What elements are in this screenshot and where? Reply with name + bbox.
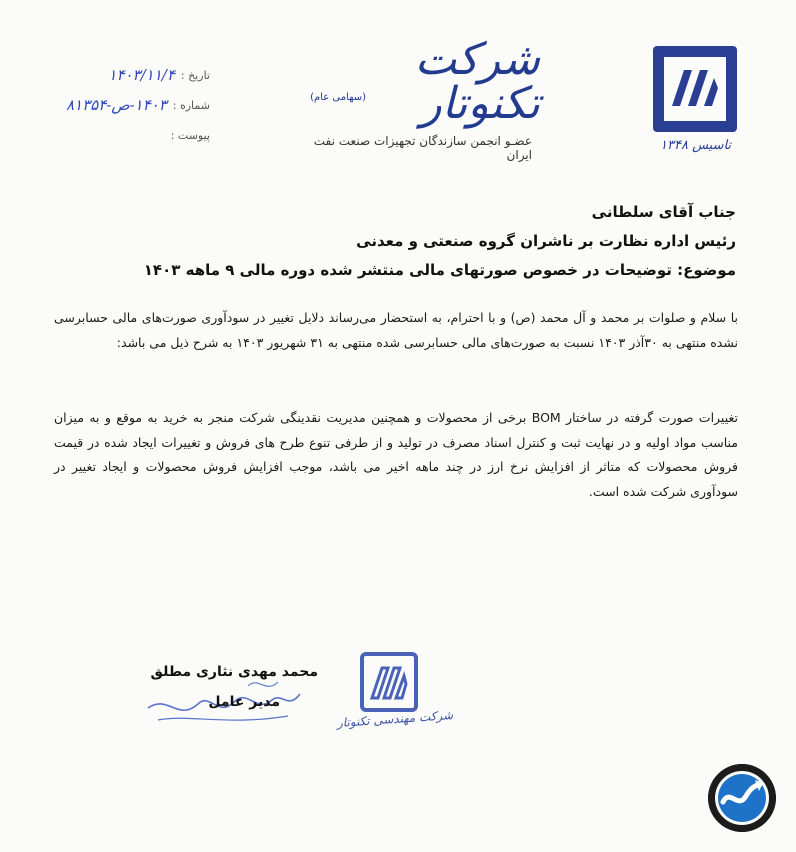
addressee-position: رئیس اداره نظارت بر ناشران گروه صنعتی و معدنی bbox=[356, 232, 736, 250]
addressee-block bbox=[56, 198, 736, 285]
date-value: ۱۴۰۳/۱۱/۴ bbox=[108, 66, 175, 84]
company-name: شرکت تکنوتار bbox=[414, 34, 540, 129]
corner-badge-icon bbox=[708, 764, 776, 832]
body-paragraph-1 bbox=[54, 306, 738, 355]
company-type: (سهامی عام) bbox=[310, 92, 366, 103]
number-label: شماره : bbox=[172, 98, 210, 112]
membership-line: عضـو انجمن سازندگان تجهیزات صنعت نفت ایران bbox=[313, 134, 532, 162]
company-logo-icon bbox=[650, 44, 740, 144]
number-row bbox=[60, 90, 210, 120]
stamp-text: شرکت مهندسی تکنوتار bbox=[336, 707, 454, 731]
paragraph-text: با سلام و صلوات بر محمد و آل محمد (ص) و با احترام، به استحضار می‌رساند دلایل تغییر در سودآوری صورت‌های مالی حسابرسی نشده منتهی به ۳۰آذر ۱۴۰۳ نسبت به صورت‌های مالی حسابرسی شده منتهی به ۳۱ شهریور ۱۴۰۳ به شرح ذیل می باشد: bbox=[54, 310, 738, 350]
date-label: تاریخ : bbox=[180, 68, 210, 82]
number-value: ۱۴۰۳-ص-۸۱۳۵۴ bbox=[65, 96, 167, 114]
signatory-title: مدیر عامل bbox=[208, 694, 280, 710]
attachment-row bbox=[60, 120, 210, 150]
body-paragraph-2 bbox=[54, 406, 738, 504]
letter-meta bbox=[60, 60, 210, 150]
company-stamp-icon bbox=[340, 650, 458, 750]
paragraph-text: تغییرات صورت گرفته در ساختار BOM برخی از محصولات و همچنین مدیریت نقدینگی شرکت منجر به خرید به موقع و به میزان مناسب مواد اولیه و در نهایت ثبت و کنترل اسناد مصرف در تولید و از طرفی تنوع طرح های فروش و تغییرات ایجاد شده در قیمت فروش محصولات که متاثر از افزایش نرخ ارز در چند ماهه اخیر می باشد، موجب افزایش فروش محصولات و ایجاد تغییر در سودآوری شرکت شده است. bbox=[54, 410, 738, 499]
signatory-name: محمد مهدی نثاری مطلق bbox=[150, 664, 318, 680]
addressee-name: جناب آقای سلطانی bbox=[591, 203, 736, 221]
founded-year: تاسیس ۱۳۴۸ bbox=[660, 138, 732, 153]
date-row bbox=[60, 60, 210, 90]
attachment-label: پیوست : bbox=[170, 128, 210, 142]
letter-subject: موضوع: توضیحات در خصوص صورتهای مالی منتشر شده دوره مالی ۹ ماهه ۱۴۰۳ bbox=[143, 261, 736, 279]
